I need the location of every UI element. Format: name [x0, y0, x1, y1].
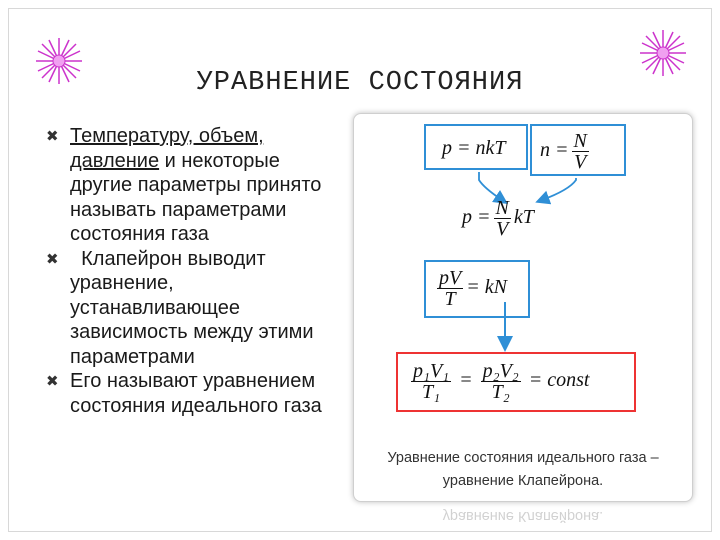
arrow-left-to-merge [479, 172, 502, 200]
fraction-numerator: N [573, 130, 587, 152]
formula-kN: = kN [466, 276, 507, 299]
fraction [437, 268, 463, 309]
fraction [494, 198, 511, 239]
formula-pVT-kN [434, 268, 507, 309]
star-decoration-right-icon [638, 28, 688, 78]
arrow-down-head [497, 336, 513, 352]
formula-box-clapeyron [396, 352, 636, 412]
formula-equals: = [459, 369, 473, 392]
caption-line-1: Уравнение состояния идеального газа – [387, 450, 659, 466]
fraction-numerator: pV [439, 267, 462, 289]
fraction [411, 361, 451, 402]
formula-clapeyron [408, 361, 589, 402]
bullet-cross-icon: ✖ [46, 128, 59, 145]
star-decoration-left-icon [34, 36, 84, 86]
fraction-denominator: V [496, 218, 509, 240]
formula-caption [358, 447, 688, 493]
bullet-list [42, 124, 342, 418]
bullet-text-emphasis: Температуру, объем, давление [70, 125, 264, 172]
bullet-cross-icon: ✖ [46, 373, 59, 390]
caption-line-2: уравнение Клапейрона. [442, 473, 604, 489]
formula-n-lhs: n = [540, 139, 569, 162]
fraction-denominator: T [444, 288, 456, 310]
formula-p-NVkT [462, 198, 534, 239]
bullet-item [42, 124, 342, 247]
bullet-item [42, 247, 342, 370]
bullet-cross-icon: ✖ [46, 250, 59, 268]
bullet-text: Клапейрон выводит уравнение, устанавливающее зависимость между этими параметрами [70, 247, 320, 368]
formula-kT: kT [513, 206, 534, 229]
fraction [481, 361, 521, 402]
bullet-text: и некоторые другие параметры принято называть параметрами состояния газа [70, 149, 322, 245]
arrow-right-to-merge [542, 178, 576, 200]
fraction-numerator: p₂V₂ [482, 360, 519, 382]
fraction-numerator: p₁V₁ [413, 360, 450, 382]
formula-p-lhs: p = [462, 206, 491, 229]
fraction-denominator: T₁ [422, 381, 441, 403]
fraction-denominator: T₂ [491, 381, 510, 403]
formula-panel [353, 113, 693, 502]
bullet-text: Его называют уравнением состояния идеального газа [70, 370, 322, 417]
caption-reflection: уравнение Клапейрона. [442, 508, 604, 524]
formula-const: = const [528, 369, 590, 392]
formula-box-pVT [424, 260, 530, 318]
formula-p-nkT: p = nkT [442, 137, 506, 159]
bullet-item [42, 369, 342, 418]
fraction-denominator: V [574, 151, 587, 173]
page-title: УРАВНЕНИЕ СОСТОЯНИЯ [196, 68, 524, 99]
fraction-numerator: N [495, 197, 509, 219]
